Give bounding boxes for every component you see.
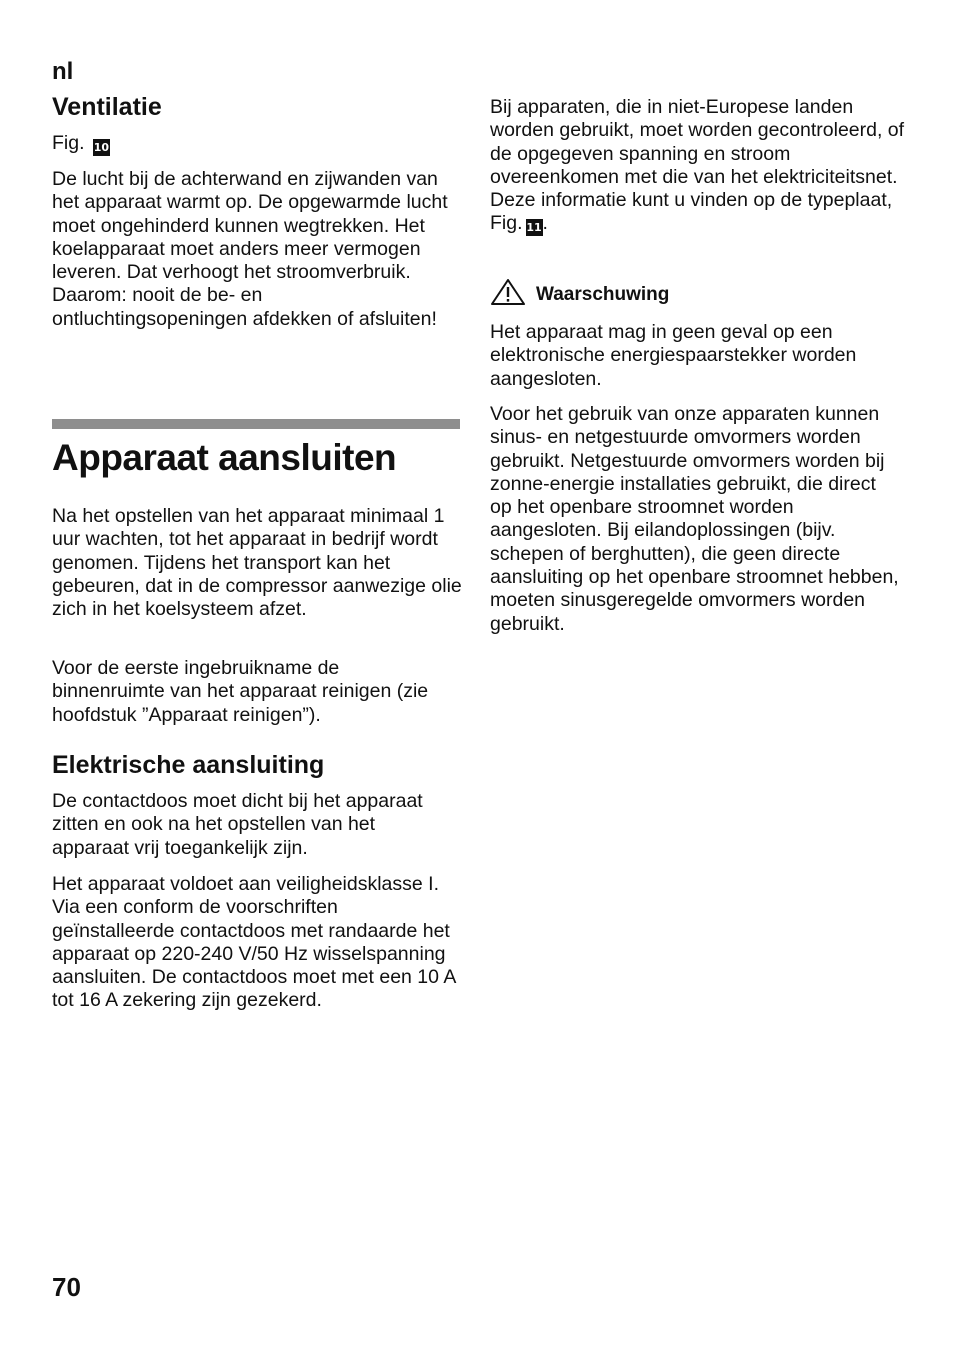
elektrisch-paragraph-1: De contactdoos moet dicht bij het apparaat zitten en ook na het opstellen van het apparaat vrij toegankelijk zijn. bbox=[52, 790, 423, 859]
warning-triangle-icon bbox=[490, 278, 526, 306]
fig-number-badge: 11 bbox=[526, 221, 542, 235]
fig-number-badge: 10 bbox=[93, 141, 110, 154]
right-intro-end: . bbox=[542, 212, 548, 235]
warning-heading bbox=[490, 278, 669, 306]
fig-prefix: Fig. bbox=[52, 132, 85, 154]
ventilatie-heading: Ventilatie bbox=[52, 93, 162, 121]
section-paragraph-2: Voor de eerste ingebruikname de binnenruimte van het apparaat reinigen (zie hoofdstuk ”Apparaat reinigen”). bbox=[52, 657, 429, 726]
language-code: nl bbox=[52, 58, 74, 85]
elektrisch-heading: Elektrische aansluiting bbox=[52, 751, 325, 779]
section-title: Apparaat aansluiten bbox=[52, 437, 397, 478]
ventilatie-paragraph: De lucht bij de achterwand en zijwanden van het apparaat warmt op. De opgewarmde lucht moet ongehinderd kunnen wegtrekken. Het koelapparaat moet anders meer vermogen leveren. Dat verhoogt het stroomverbruik. Daarom: nooit de be- en ontluchtingsopeningen afdekken of afsluiten! bbox=[52, 168, 448, 330]
right-paragraph: Voor het gebruik van onze apparaten kunnen sinus- en netgestuurde omvormers worden gebruikt. Netgestuurde omvormers worden bij zonne-energie installaties gebruikt, die direct op het openbare stroomnet worden aangesloten. Bij eilandoplossingen (bijv. schepen of berghutten), die geen directe aansluiting op het openbare stroomnet hebben, moeten sinusgeregelde omvormers worden gebruikt. bbox=[490, 403, 899, 635]
section-divider-bar bbox=[52, 419, 460, 429]
right-intro-paragraph bbox=[490, 96, 905, 236]
ventilatie-fig-ref bbox=[52, 132, 467, 156]
warning-paragraph: Het apparaat mag in geen geval op een elektronische energiespaarstekker worden aangesloten. bbox=[490, 321, 857, 390]
right-intro-text: Bij apparaten, die in niet-Europese landen worden gebruikt, moet worden gecontroleerd, of de opgegeven spanning en stroom overeenkomen met die van het elektriciteitsnet. Deze informatie kunt u vinden op de typeplaat, Fig. bbox=[490, 96, 905, 235]
warning-title: Waarschuwing bbox=[536, 284, 670, 305]
section-paragraph-1: Na het opstellen van het apparaat minimaal 1 uur wachten, tot het apparaat in bedrijf wordt genomen. Tijdens het transport kan het gebeuren, dat in de compressor aanwezige olie zich in het koelsysteem afzet. bbox=[52, 505, 462, 621]
page-number: 70 bbox=[52, 1272, 81, 1302]
elektrisch-paragraph-2: Het apparaat voldoet aan veiligheidsklasse I. Via een conform de voorschriften geïnstalleerde contactdoos met randaarde het apparaat op 220-240 V/50 Hz wisselspanning aansluiten. De contactdoos moet met een 10 A tot 16 A zekering zijn gezekerd. bbox=[52, 873, 456, 1012]
